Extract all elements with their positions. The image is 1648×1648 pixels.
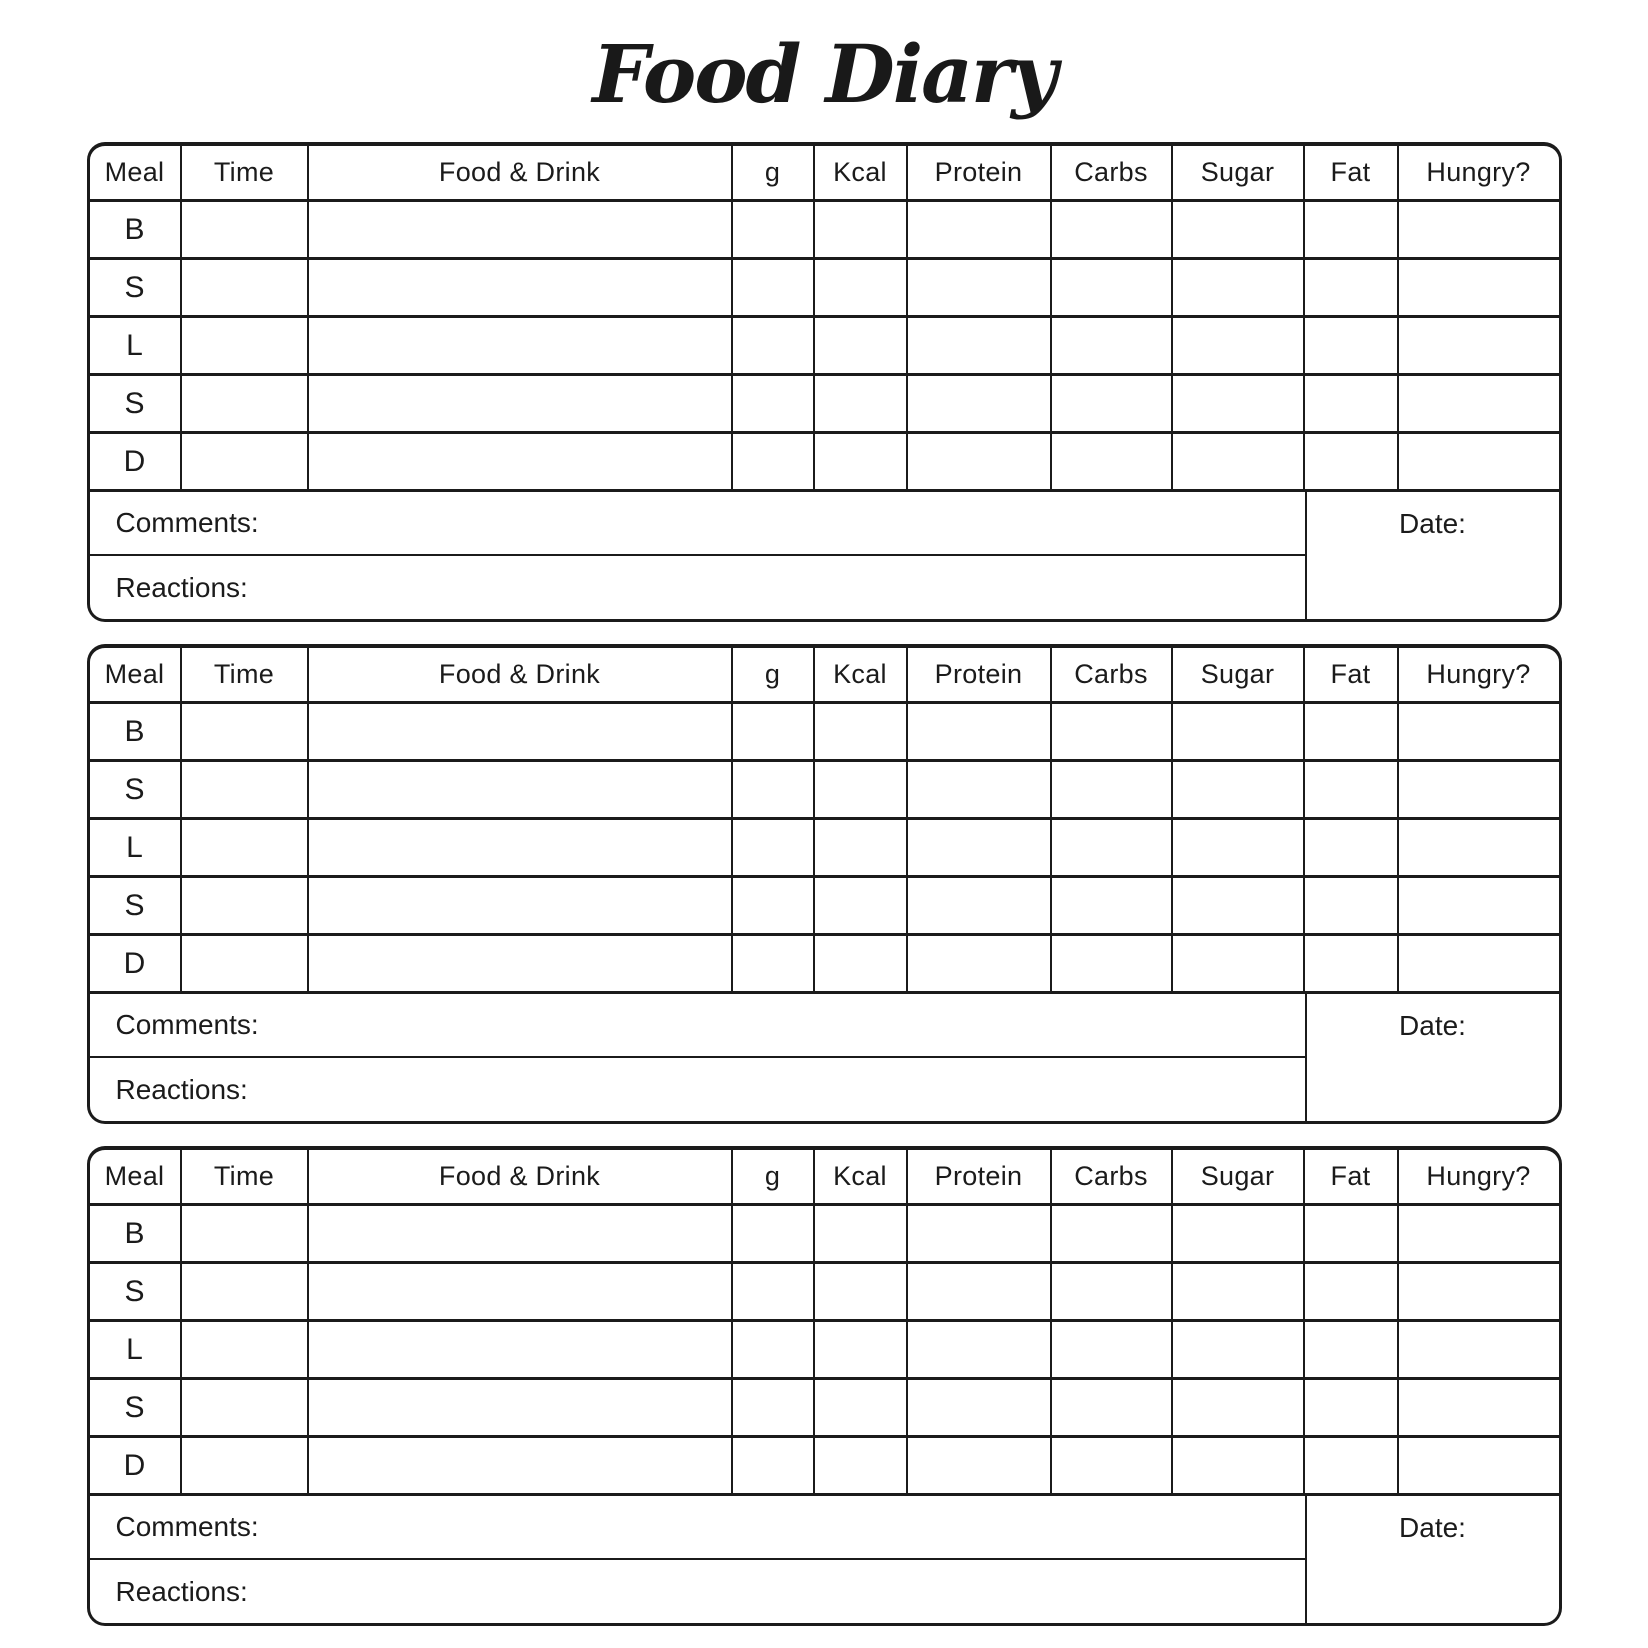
entry-cell[interactable] — [182, 1206, 309, 1261]
entry-cell[interactable] — [733, 704, 815, 759]
meal-row-dinner — [90, 434, 1559, 492]
entry-cell[interactable] — [1305, 820, 1399, 875]
entry-cell[interactable] — [182, 1380, 309, 1435]
reactions-label: Reactions: — [115, 1073, 248, 1105]
entry-cell[interactable] — [908, 318, 1052, 373]
column-header-sugar: Sugar — [1173, 648, 1305, 701]
column-header-carbs: Carbs — [1052, 648, 1173, 701]
diary-card — [87, 644, 1562, 1124]
entry-cell[interactable] — [1052, 318, 1173, 373]
column-header-food-drink: Food & Drink — [309, 1150, 733, 1203]
entry-cell[interactable] — [733, 202, 815, 257]
reactions-field[interactable] — [90, 556, 1305, 619]
entry-cell[interactable] — [1305, 376, 1399, 431]
entry-cell[interactable] — [309, 1264, 733, 1319]
entry-cell[interactable] — [1052, 434, 1173, 489]
entry-cell[interactable] — [1399, 1206, 1559, 1261]
entry-cell[interactable] — [1399, 434, 1559, 489]
comments-field[interactable] — [90, 994, 1305, 1058]
entry-cell[interactable] — [908, 202, 1052, 257]
comments-label: Comments: — [115, 1009, 259, 1040]
entry-cell[interactable] — [1305, 1206, 1399, 1261]
entry-cell[interactable] — [1305, 936, 1399, 991]
column-header-food-drink: Food & Drink — [309, 146, 733, 199]
column-header-food-drink: Food & Drink — [309, 648, 733, 701]
entry-cell[interactable] — [815, 318, 908, 373]
notes-section — [90, 492, 1559, 619]
entry-cell[interactable] — [1173, 1264, 1305, 1319]
column-header-time: Time — [182, 648, 309, 701]
meal-row-snack-2 — [90, 878, 1559, 936]
entry-cell[interactable] — [1052, 376, 1173, 431]
date-field[interactable] — [1305, 1496, 1559, 1623]
entry-cell[interactable] — [733, 434, 815, 489]
entry-cell[interactable] — [309, 1438, 733, 1493]
entry-cell[interactable] — [182, 1438, 309, 1493]
entry-cell[interactable] — [1305, 878, 1399, 933]
entry-cell[interactable] — [1173, 434, 1305, 489]
entry-cell[interactable] — [908, 434, 1052, 489]
entry-cell[interactable] — [1399, 820, 1559, 875]
entry-cell[interactable] — [182, 762, 309, 817]
entry-cell[interactable] — [908, 260, 1052, 315]
entry-cell[interactable] — [733, 1380, 815, 1435]
entry-cell[interactable] — [1305, 1322, 1399, 1377]
column-header-carbs: Carbs — [1052, 1150, 1173, 1203]
entry-cell[interactable] — [182, 434, 309, 489]
entry-cell[interactable] — [1052, 820, 1173, 875]
entry-cell[interactable] — [908, 878, 1052, 933]
meal-row-label: S — [90, 762, 182, 817]
entry-cell[interactable] — [1305, 434, 1399, 489]
entry-cell[interactable] — [733, 820, 815, 875]
entry-cell[interactable] — [815, 1322, 908, 1377]
entry-cell[interactable] — [815, 202, 908, 257]
entry-cell[interactable] — [1399, 1380, 1559, 1435]
meal-row-breakfast — [90, 202, 1559, 260]
meal-row-snack-1 — [90, 762, 1559, 820]
meal-row-lunch — [90, 318, 1559, 376]
entry-cell[interactable] — [815, 820, 908, 875]
entry-cell[interactable] — [182, 260, 309, 315]
date-field[interactable] — [1305, 994, 1559, 1121]
entry-cell[interactable] — [1052, 878, 1173, 933]
header-row — [90, 146, 1559, 202]
meal-row-label: D — [90, 936, 182, 991]
entry-cell[interactable] — [1305, 704, 1399, 759]
meal-row-label: S — [90, 878, 182, 933]
meal-row-breakfast — [90, 1206, 1559, 1264]
entry-cell[interactable] — [733, 1438, 815, 1493]
column-header-sugar: Sugar — [1173, 1150, 1305, 1203]
comments-field[interactable] — [90, 492, 1305, 556]
entry-cell[interactable] — [1399, 936, 1559, 991]
entry-cell[interactable] — [1399, 202, 1559, 257]
entry-cell[interactable] — [908, 376, 1052, 431]
entry-cell[interactable] — [182, 936, 309, 991]
entry-cell[interactable] — [1305, 318, 1399, 373]
entry-cell[interactable] — [1173, 376, 1305, 431]
entry-cell[interactable] — [815, 1206, 908, 1261]
entry-cell[interactable] — [1173, 1322, 1305, 1377]
header-row — [90, 648, 1559, 704]
meal-row-snack-1 — [90, 260, 1559, 318]
meal-row-lunch — [90, 820, 1559, 878]
date-label: Date: — [1399, 508, 1466, 539]
column-header-time: Time — [182, 146, 309, 199]
entry-cell[interactable] — [1305, 1438, 1399, 1493]
entry-cell[interactable] — [309, 1206, 733, 1261]
entry-cell[interactable] — [1305, 1264, 1399, 1319]
column-header-kcal: Kcal — [815, 1150, 908, 1203]
entry-cell[interactable] — [1052, 202, 1173, 257]
entry-cell[interactable] — [182, 820, 309, 875]
entry-cell[interactable] — [309, 202, 733, 257]
column-header-protein: Protein — [908, 146, 1052, 199]
entry-cell[interactable] — [1052, 1380, 1173, 1435]
entry-cell[interactable] — [1052, 936, 1173, 991]
entry-cell[interactable] — [733, 376, 815, 431]
entry-cell[interactable] — [1399, 762, 1559, 817]
column-header-hungry: Hungry? — [1426, 659, 1531, 689]
entry-cell[interactable] — [908, 1438, 1052, 1493]
meal-row-label: B — [90, 1206, 182, 1261]
entry-cell[interactable] — [1399, 1264, 1559, 1319]
reactions-field[interactable] — [90, 1058, 1305, 1121]
column-header-sugar: Sugar — [1173, 146, 1305, 199]
date-field[interactable] — [1305, 492, 1559, 619]
column-header-kcal: Kcal — [815, 648, 908, 701]
entry-cell[interactable] — [182, 878, 309, 933]
entry-cell[interactable] — [1173, 704, 1305, 759]
meal-row-label: S — [90, 376, 182, 431]
reactions-field[interactable] — [90, 1560, 1305, 1623]
notes-left — [90, 492, 1305, 619]
entry-cell[interactable] — [182, 704, 309, 759]
entry-cell[interactable] — [815, 936, 908, 991]
entry-cell[interactable] — [1173, 878, 1305, 933]
meal-row-lunch — [90, 1322, 1559, 1380]
entry-cell[interactable] — [1305, 260, 1399, 315]
entry-cell[interactable] — [908, 1380, 1052, 1435]
entry-cell[interactable] — [1305, 1380, 1399, 1435]
entry-cell[interactable] — [1052, 1322, 1173, 1377]
entry-cell[interactable] — [1305, 762, 1399, 817]
entry-cell[interactable] — [1173, 1380, 1305, 1435]
entry-cell[interactable] — [309, 762, 733, 817]
entry-cell[interactable] — [815, 1264, 908, 1319]
entry-cell[interactable] — [733, 1206, 815, 1261]
entry-cell[interactable] — [182, 1322, 309, 1377]
notes-section — [90, 1496, 1559, 1623]
meal-row-dinner — [90, 936, 1559, 994]
entry-cell[interactable] — [908, 762, 1052, 817]
entry-cell[interactable] — [815, 704, 908, 759]
meal-row-label: L — [90, 820, 182, 875]
column-header-hungry: Hungry? — [1426, 157, 1531, 187]
date-label: Date: — [1399, 1010, 1466, 1041]
entry-cell[interactable] — [1173, 260, 1305, 315]
entry-cell[interactable] — [1173, 318, 1305, 373]
column-header-kcal: Kcal — [815, 146, 908, 199]
entry-cell[interactable] — [815, 1380, 908, 1435]
entry-cell[interactable] — [908, 820, 1052, 875]
meal-row-label: D — [90, 434, 182, 489]
entry-cell[interactable] — [1052, 260, 1173, 315]
column-header-grams: g — [733, 1150, 815, 1203]
entry-cell[interactable] — [733, 1264, 815, 1319]
entry-cell[interactable] — [309, 936, 733, 991]
reactions-label: Reactions: — [115, 571, 248, 603]
entry-cell[interactable] — [309, 820, 733, 875]
notes-left — [90, 1496, 1305, 1623]
column-header-time: Time — [182, 1150, 309, 1203]
entry-cell[interactable] — [733, 1322, 815, 1377]
entry-cell[interactable] — [309, 704, 733, 759]
meal-row-label: L — [90, 1322, 182, 1377]
entry-cell[interactable] — [1399, 260, 1559, 315]
entry-cell[interactable] — [1173, 1206, 1305, 1261]
diary-card — [87, 1146, 1562, 1626]
entry-cell[interactable] — [815, 376, 908, 431]
entry-cell[interactable] — [733, 762, 815, 817]
entry-cell[interactable] — [733, 878, 815, 933]
comments-label: Comments: — [115, 1511, 259, 1542]
entry-cell[interactable] — [309, 1322, 733, 1377]
entry-cell[interactable] — [1052, 1438, 1173, 1493]
column-header-grams: g — [733, 146, 815, 199]
meal-row-breakfast — [90, 704, 1559, 762]
comments-field[interactable] — [90, 1496, 1305, 1560]
entry-cell[interactable] — [908, 1322, 1052, 1377]
entry-cell[interactable] — [1173, 762, 1305, 817]
notes-section — [90, 994, 1559, 1121]
entry-cell[interactable] — [1399, 878, 1559, 933]
meal-row-label: S — [90, 260, 182, 315]
page-title: Food Diary — [592, 27, 1056, 121]
meal-row-snack-2 — [90, 1380, 1559, 1438]
entry-cell[interactable] — [1399, 1438, 1559, 1493]
entry-cell[interactable] — [908, 704, 1052, 759]
entry-cell[interactable] — [182, 202, 309, 257]
entry-cell[interactable] — [1173, 820, 1305, 875]
entry-cell[interactable] — [1399, 704, 1559, 759]
meal-row-label: D — [90, 1438, 182, 1493]
column-header-fat: Fat — [1305, 648, 1399, 701]
entry-cell[interactable] — [1052, 1206, 1173, 1261]
entry-cell[interactable] — [815, 762, 908, 817]
entry-cell[interactable] — [815, 434, 908, 489]
entry-cell[interactable] — [309, 318, 733, 373]
header-row — [90, 1150, 1559, 1206]
entry-cell[interactable] — [182, 376, 309, 431]
entry-cell[interactable] — [908, 936, 1052, 991]
meal-row-label: B — [90, 704, 182, 759]
entry-cell[interactable] — [1173, 202, 1305, 257]
entry-cell[interactable] — [1399, 376, 1559, 431]
entry-cell[interactable] — [733, 936, 815, 991]
entry-cell[interactable] — [309, 878, 733, 933]
column-header-meal: Meal — [90, 648, 182, 701]
entry-cell[interactable] — [733, 260, 815, 315]
entry-cell[interactable] — [182, 318, 309, 373]
entry-cell[interactable] — [309, 434, 733, 489]
entry-cell[interactable] — [733, 318, 815, 373]
entry-cell[interactable] — [908, 1206, 1052, 1261]
entry-cell[interactable] — [309, 260, 733, 315]
entry-cell[interactable] — [908, 1264, 1052, 1319]
notes-left — [90, 994, 1305, 1121]
column-header-grams: g — [733, 648, 815, 701]
entry-cell[interactable] — [1052, 704, 1173, 759]
column-header-hungry: Hungry? — [1426, 1161, 1531, 1191]
entry-cell[interactable] — [815, 878, 908, 933]
entry-cell[interactable] — [815, 1438, 908, 1493]
meal-row-label: S — [90, 1264, 182, 1319]
entry-cell[interactable] — [815, 260, 908, 315]
date-label: Date: — [1399, 1512, 1466, 1543]
diary-card — [87, 142, 1562, 622]
meal-row-label: B — [90, 202, 182, 257]
entry-cell[interactable] — [1173, 1438, 1305, 1493]
reactions-label: Reactions: — [115, 1575, 248, 1607]
meal-row-snack-1 — [90, 1264, 1559, 1322]
meal-row-label: S — [90, 1380, 182, 1435]
entry-cell[interactable] — [1052, 1264, 1173, 1319]
meal-row-dinner — [90, 1438, 1559, 1496]
entry-cell[interactable] — [1173, 936, 1305, 991]
entry-cell[interactable] — [309, 376, 733, 431]
entry-cell[interactable] — [1052, 762, 1173, 817]
column-header-meal: Meal — [90, 1150, 182, 1203]
meal-row-label: L — [90, 318, 182, 373]
comments-label: Comments: — [115, 507, 259, 538]
entry-cell[interactable] — [309, 1380, 733, 1435]
column-header-carbs: Carbs — [1052, 146, 1173, 199]
column-header-fat: Fat — [1305, 146, 1399, 199]
column-header-protein: Protein — [908, 648, 1052, 701]
column-header-protein: Protein — [908, 1150, 1052, 1203]
meal-row-snack-2 — [90, 376, 1559, 434]
column-header-meal: Meal — [90, 146, 182, 199]
entry-cell[interactable] — [1305, 202, 1399, 257]
entry-cell[interactable] — [182, 1264, 309, 1319]
column-header-fat: Fat — [1305, 1150, 1399, 1203]
entry-cell[interactable] — [1399, 1322, 1559, 1377]
entry-cell[interactable] — [1399, 318, 1559, 373]
